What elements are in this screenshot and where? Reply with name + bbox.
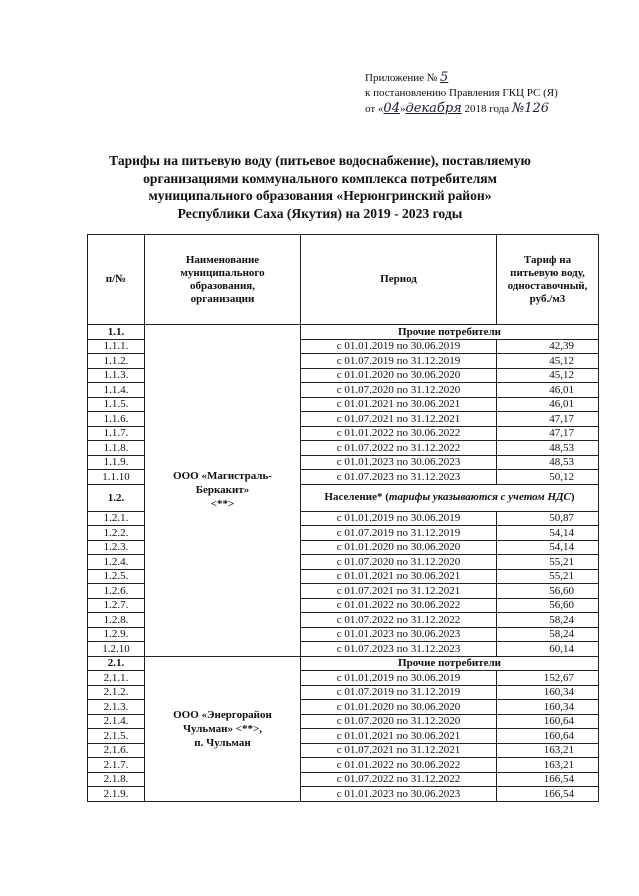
title-line-3: муниципального образования «Нерюнгринский район»: [148, 188, 492, 203]
appendix-line1: [365, 70, 625, 86]
section-title: [301, 656, 599, 671]
row-number: 2.1.4.: [88, 714, 145, 729]
header-org: Наименование муниципального образования, организации: [145, 235, 301, 325]
row-number: 2.1.6.: [88, 743, 145, 758]
row-period: с 01.01.2022 по 30.06.2022: [301, 426, 497, 441]
row-tariff-value: 50,12: [497, 470, 599, 485]
row-number: 1.1.7.: [88, 426, 145, 441]
row-number: 1.2.9.: [88, 627, 145, 642]
organization-name-line: ООО «Магистраль-: [173, 470, 272, 483]
section-number: 2.1.: [88, 656, 145, 671]
row-period: с 01.01.2021 по 30.06.2021: [301, 729, 497, 744]
header-period: Период: [301, 235, 497, 325]
organization-name-line: <**>: [210, 498, 235, 511]
row-tariff-value: 45,12: [497, 368, 599, 383]
row-tariff-value: 42,39: [497, 339, 599, 354]
section-title: [301, 325, 599, 340]
row-tariff-value: 50,87: [497, 511, 599, 526]
row-number: 1.2.8.: [88, 613, 145, 628]
row-number: 1.1.1.: [88, 339, 145, 354]
appendix-line2: к постановлению Правления ГКЦ РС (Я): [365, 87, 558, 99]
row-number: 1.1.5.: [88, 397, 145, 412]
row-tariff-value: 45,12: [497, 354, 599, 369]
row-number: 2.1.1.: [88, 671, 145, 686]
row-tariff-value: 47,17: [497, 412, 599, 427]
row-period: с 01.07.2023 по 31.12.2023: [301, 642, 497, 657]
organization-name: [145, 656, 301, 801]
section-number: 1.1.: [88, 325, 145, 340]
section-title-close: ): [570, 491, 575, 503]
row-period: с 01.07.2019 по 31.12.2019: [301, 526, 497, 541]
date-month: декабря: [405, 101, 462, 116]
row-tariff-value: 54,14: [497, 540, 599, 555]
row-tariff-value: 160,64: [497, 714, 599, 729]
row-period: с 01.01.2021 по 30.06.2021: [301, 397, 497, 412]
row-tariff-value: 58,24: [497, 627, 599, 642]
row-period: с 01.07.2022 по 31.12.2022: [301, 613, 497, 628]
row-period: с 01.07.2022 по 31.12.2022: [301, 441, 497, 456]
row-period: с 01.01.2020 по 30.06.2020: [301, 700, 497, 715]
row-number: 1.1.4.: [88, 383, 145, 398]
row-tariff-value: 163,21: [497, 758, 599, 773]
row-period: с 01.07.2021 по 31.12.2021: [301, 412, 497, 427]
organization-name-line: п. Чульман: [194, 736, 251, 749]
section-row: [88, 325, 599, 340]
row-period: с 01.07.2020 по 31.12.2020: [301, 555, 497, 570]
row-number: 1.1.10: [88, 470, 145, 485]
row-period: с 01.07.2019 по 31.12.2019: [301, 354, 497, 369]
appendix-block: [365, 70, 625, 117]
resolution-number: №126: [511, 101, 550, 116]
title-line-1: Тарифы на питьевую воду (питьевое водоснабжение), поставляемую: [109, 153, 531, 168]
header-tariff: Тариф на питьевую воду, одноставочный, руб./м3: [497, 235, 599, 325]
row-tariff-value: 46,01: [497, 397, 599, 412]
row-tariff-value: 48,53: [497, 455, 599, 470]
row-number: 1.1.6.: [88, 412, 145, 427]
row-period: с 01.01.2023 по 30.06.2023: [301, 787, 497, 802]
row-number: 1.1.2.: [88, 354, 145, 369]
row-number: 1.2.2.: [88, 526, 145, 541]
row-tariff-value: 163,21: [497, 743, 599, 758]
row-tariff-value: 166,54: [497, 787, 599, 802]
document-title: [60, 152, 580, 222]
row-tariff-value: 56,60: [497, 598, 599, 613]
row-number: 1.2.7.: [88, 598, 145, 613]
row-number: 2.1.3.: [88, 700, 145, 715]
row-number: 2.1.8.: [88, 772, 145, 787]
row-tariff-value: 160,34: [497, 700, 599, 715]
row-period: с 01.01.2020 по 30.06.2020: [301, 540, 497, 555]
row-tariff-value: 56,60: [497, 584, 599, 599]
section-row: [88, 656, 599, 671]
row-tariff-value: 46,01: [497, 383, 599, 398]
row-period: с 01.07.2021 по 31.12.2021: [301, 743, 497, 758]
row-tariff-value: 47,17: [497, 426, 599, 441]
row-period: с 01.01.2023 по 30.06.2023: [301, 627, 497, 642]
row-number: 1.2.3.: [88, 540, 145, 555]
table-header-row: [88, 235, 599, 325]
appendix-line3: [365, 101, 625, 117]
organization-name: [145, 325, 301, 657]
organization-name-line: Чульман» <**>,: [182, 722, 263, 735]
row-number: 1.2.6.: [88, 584, 145, 599]
row-number: 1.2.5.: [88, 569, 145, 584]
row-number: 2.1.5.: [88, 729, 145, 744]
row-tariff-value: 55,21: [497, 555, 599, 570]
row-number: 1.1.3.: [88, 368, 145, 383]
date-year: 2018 года: [464, 103, 510, 115]
header-num: п/№: [88, 235, 145, 325]
section-number: 1.2.: [88, 484, 145, 511]
organization-name-line: ООО «Энергорайон: [173, 708, 272, 721]
row-period: с 01.07.2023 по 31.12.2023: [301, 470, 497, 485]
row-period: с 01.01.2019 по 30.06.2019: [301, 511, 497, 526]
section-title: [301, 484, 599, 511]
tariff-table: [87, 234, 599, 802]
row-period: с 01.01.2022 по 30.06.2022: [301, 598, 497, 613]
row-period: с 01.01.2023 по 30.06.2023: [301, 455, 497, 470]
date-day: 04: [383, 101, 400, 116]
row-tariff-value: 160,64: [497, 729, 599, 744]
row-period: с 01.07.2021 по 31.12.2021: [301, 584, 497, 599]
organization-name-line: Беркакит»: [195, 484, 250, 497]
row-tariff-value: 58,24: [497, 613, 599, 628]
row-number: 2.1.2.: [88, 685, 145, 700]
row-number: 1.2.10: [88, 642, 145, 657]
row-period: с 01.01.2019 по 30.06.2019: [301, 339, 497, 354]
section-title-text: Прочие потребители: [398, 325, 501, 338]
row-period: с 01.07.2022 по 31.12.2022: [301, 772, 497, 787]
row-number: 2.1.7.: [88, 758, 145, 773]
row-number: 1.1.8.: [88, 441, 145, 456]
row-period: с 01.01.2019 по 30.06.2019: [301, 671, 497, 686]
row-number: 1.2.4.: [88, 555, 145, 570]
row-tariff-value: 166,54: [497, 772, 599, 787]
appendix-number: 5: [440, 70, 449, 85]
date-mid: »: [399, 103, 406, 115]
section-title-note: тарифы указываются с учетом НДС: [388, 491, 571, 503]
row-period: с 01.07.2020 по 31.12.2020: [301, 383, 497, 398]
row-number: 2.1.9.: [88, 787, 145, 802]
row-period: с 01.07.2020 по 31.12.2020: [301, 714, 497, 729]
row-tariff-value: 152,67: [497, 671, 599, 686]
row-period: с 01.01.2022 по 30.06.2022: [301, 758, 497, 773]
row-period: с 01.01.2020 по 30.06.2020: [301, 368, 497, 383]
row-number: 1.1.9.: [88, 455, 145, 470]
section-title-text: Население* (: [324, 491, 389, 503]
row-period: с 01.07.2019 по 31.12.2019: [301, 685, 497, 700]
row-tariff-value: 60,14: [497, 642, 599, 657]
appendix-label: Приложение №: [365, 72, 438, 84]
row-period: с 01.01.2021 по 30.06.2021: [301, 569, 497, 584]
row-tariff-value: 54,14: [497, 526, 599, 541]
section-title-text: Прочие потребители: [398, 657, 501, 670]
row-tariff-value: 48,53: [497, 441, 599, 456]
row-tariff-value: 55,21: [497, 569, 599, 584]
title-line-4: Республики Саха (Якутия) на 2019 - 2023 годы: [177, 205, 463, 221]
date-prefix: от «: [365, 103, 384, 115]
title-line-2: организациями коммунального комплекса потребителям: [143, 170, 497, 186]
row-tariff-value: 160,34: [497, 685, 599, 700]
row-number: 1.2.1.: [88, 511, 145, 526]
